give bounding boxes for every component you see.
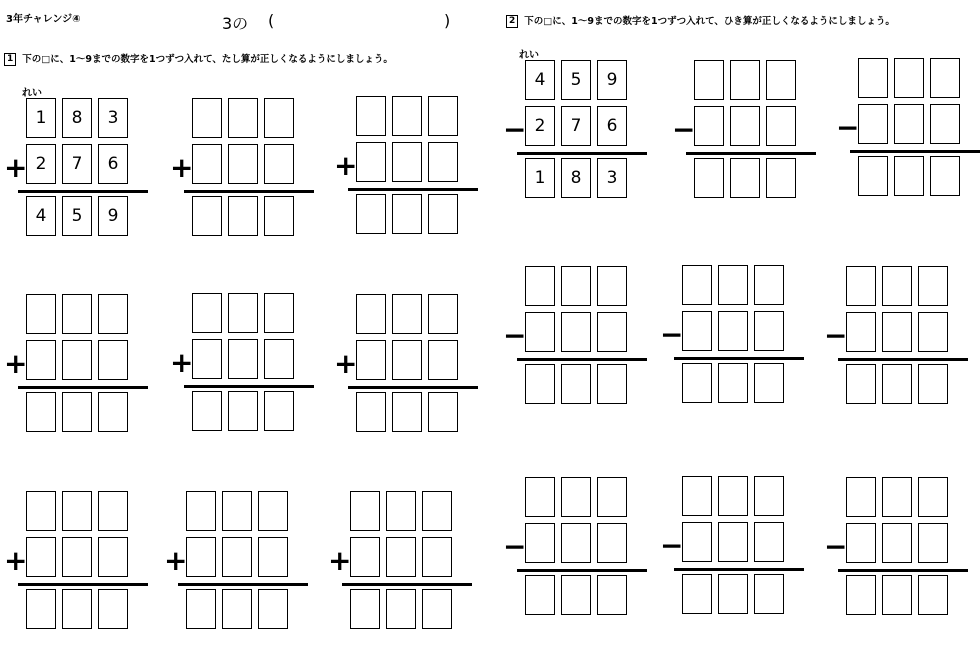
answer-box[interactable]	[264, 98, 294, 138]
answer-box[interactable]	[682, 363, 712, 403]
answer-box[interactable]	[930, 58, 960, 98]
answer-box[interactable]	[228, 293, 258, 333]
example-digit-box: 9	[597, 60, 627, 100]
section2-problem-5-row-mid	[682, 311, 796, 351]
answer-box[interactable]	[682, 265, 712, 305]
answer-box[interactable]	[846, 312, 876, 352]
answer-box[interactable]	[26, 589, 56, 629]
plus-operator: +	[164, 544, 188, 577]
section2-problem-6-row-bottom	[846, 364, 960, 404]
section1-problem-6-row-bottom	[356, 392, 470, 432]
example-digit-box: 3	[597, 158, 627, 198]
answer-box[interactable]	[356, 340, 386, 380]
answer-box[interactable]	[918, 575, 948, 615]
answer-box[interactable]	[561, 266, 591, 306]
section1-problem-4-row-bottom	[26, 392, 140, 432]
section2-problem-9-row-mid	[846, 523, 960, 563]
section1-problem-7-row-top	[26, 491, 140, 531]
section1-number: 1	[4, 53, 16, 66]
answer-box[interactable]	[894, 58, 924, 98]
example-digit-box: 5	[62, 196, 92, 236]
example-digit-box: 7	[561, 106, 591, 146]
section1-problem-8-row-mid	[186, 537, 300, 577]
section2-problem-6-row-mid	[846, 312, 960, 352]
answer-box[interactable]	[525, 523, 555, 563]
answer-box[interactable]	[386, 491, 416, 531]
answer-box[interactable]	[356, 392, 386, 432]
answer-box[interactable]	[882, 312, 912, 352]
answer-box[interactable]	[386, 589, 416, 629]
minus-operator: −	[836, 111, 860, 144]
answer-box[interactable]	[264, 293, 294, 333]
answer-box[interactable]	[392, 96, 422, 136]
answer-box[interactable]	[597, 312, 627, 352]
answer-box[interactable]	[754, 265, 784, 305]
section1-problem-9-row-top	[350, 491, 464, 531]
section1-problem-1-row-bottom	[26, 196, 140, 236]
answer-box[interactable]	[350, 589, 380, 629]
sum-line	[838, 358, 968, 361]
sum-line	[342, 583, 472, 586]
example-label: れい	[22, 88, 42, 99]
answer-box[interactable]	[882, 477, 912, 517]
section1-problem-6	[334, 294, 484, 440]
section2-problem-8	[660, 476, 810, 622]
answer-box[interactable]	[858, 104, 888, 144]
answer-box[interactable]	[392, 392, 422, 432]
answer-box[interactable]	[98, 537, 128, 577]
answer-box[interactable]	[894, 156, 924, 196]
answer-box[interactable]	[222, 491, 252, 531]
section2-problem-8-row-mid	[682, 522, 796, 562]
answer-box[interactable]	[525, 312, 555, 352]
minus-operator: −	[660, 318, 684, 351]
answer-box[interactable]	[754, 522, 784, 562]
answer-box[interactable]	[62, 294, 92, 334]
section1-problem-7-row-bottom	[26, 589, 140, 629]
answer-box[interactable]	[718, 363, 748, 403]
section2-problem-2	[672, 60, 822, 206]
answer-box[interactable]	[428, 194, 458, 234]
answer-box[interactable]	[754, 476, 784, 516]
section2-problem-2-row-top	[694, 60, 808, 100]
section2-problem-5-row-top	[682, 265, 796, 305]
example-digit-box: 8	[561, 158, 591, 198]
plus-operator: +	[170, 151, 194, 184]
example-digit-box: 2	[525, 106, 555, 146]
example-digit-box: 4	[26, 196, 56, 236]
section1-instruction: 下の□に、1～9までの数字を1つずつ入れて、たし算が正しくなるようにしましょう。	[22, 54, 393, 65]
example-digit-box: 2	[26, 144, 56, 184]
answer-box[interactable]	[597, 523, 627, 563]
answer-box[interactable]	[894, 104, 924, 144]
answer-box[interactable]	[222, 589, 252, 629]
answer-box[interactable]	[26, 340, 56, 380]
plus-operator: +	[4, 347, 28, 380]
sum-line	[517, 152, 647, 155]
example-digit-box: 9	[98, 196, 128, 236]
answer-box[interactable]	[228, 196, 258, 236]
answer-box[interactable]	[98, 340, 128, 380]
section2-problem-3-row-top	[858, 58, 972, 98]
answer-box[interactable]	[422, 589, 452, 629]
section2-problem-4-row-bottom	[525, 364, 639, 404]
section1-problem-8	[164, 491, 314, 637]
answer-box[interactable]	[428, 142, 458, 182]
answer-box[interactable]	[882, 575, 912, 615]
answer-box[interactable]	[264, 144, 294, 184]
sum-line	[348, 188, 478, 191]
answer-box[interactable]	[730, 158, 760, 198]
answer-box[interactable]	[682, 574, 712, 614]
section2-problem-5	[660, 265, 810, 411]
section1-problem-2-row-top	[192, 98, 306, 138]
answer-box[interactable]	[718, 265, 748, 305]
answer-box[interactable]	[356, 294, 386, 334]
plus-operator: +	[4, 544, 28, 577]
answer-box[interactable]	[228, 98, 258, 138]
minus-operator: −	[503, 319, 527, 352]
answer-box[interactable]	[682, 522, 712, 562]
plus-operator: +	[334, 347, 358, 380]
answer-box[interactable]	[718, 574, 748, 614]
example-digit-box: 4	[525, 60, 555, 100]
sum-line	[18, 386, 148, 389]
section2-problem-7	[503, 477, 653, 623]
answer-box[interactable]	[228, 144, 258, 184]
section1-instruction-line	[4, 51, 393, 66]
section1-problem-8-row-top	[186, 491, 300, 531]
answer-box[interactable]	[192, 144, 222, 184]
section1-problem-3-row-bottom	[356, 194, 470, 234]
answer-box[interactable]	[98, 589, 128, 629]
section2-problem-8-row-top	[682, 476, 796, 516]
answer-box[interactable]	[392, 194, 422, 234]
sum-line	[178, 583, 308, 586]
answer-box[interactable]	[882, 266, 912, 306]
answer-box[interactable]	[26, 537, 56, 577]
answer-box[interactable]	[525, 575, 555, 615]
answer-box[interactable]	[930, 104, 960, 144]
answer-box[interactable]	[718, 311, 748, 351]
section1-problem-7-row-mid	[26, 537, 140, 577]
section1-problem-5	[170, 293, 320, 439]
sum-line	[850, 150, 980, 153]
answer-box[interactable]	[718, 522, 748, 562]
section2-problem-6-row-top	[846, 266, 960, 306]
answer-box[interactable]	[62, 491, 92, 531]
section2-problem-1-row-mid	[525, 106, 639, 146]
example-label: れい	[519, 50, 539, 61]
answer-box[interactable]	[730, 60, 760, 100]
answer-box[interactable]	[597, 477, 627, 517]
section1-problem-1	[4, 88, 154, 244]
minus-operator: −	[672, 113, 696, 146]
answer-box[interactable]	[682, 476, 712, 516]
answer-box[interactable]	[356, 194, 386, 234]
section2-problem-7-row-top	[525, 477, 639, 517]
class-label: 3の	[222, 14, 249, 33]
section2-problem-9-row-bottom	[846, 575, 960, 615]
answer-box[interactable]	[597, 266, 627, 306]
sum-line	[184, 190, 314, 193]
minus-operator: −	[503, 113, 527, 146]
section2-problem-4	[503, 266, 653, 412]
section1-problem-4	[4, 294, 154, 440]
section2-problem-2-row-bottom	[694, 158, 808, 198]
answer-box[interactable]	[264, 339, 294, 379]
answer-box[interactable]	[356, 142, 386, 182]
answer-box[interactable]	[228, 391, 258, 431]
section1-problem-4-row-mid	[26, 340, 140, 380]
answer-box[interactable]	[561, 477, 591, 517]
answer-box[interactable]	[754, 311, 784, 351]
answer-box[interactable]	[766, 60, 796, 100]
section1-problem-6-row-top	[356, 294, 470, 334]
plus-operator: +	[334, 149, 358, 182]
answer-box[interactable]	[26, 294, 56, 334]
example-digit-box: 6	[597, 106, 627, 146]
answer-box[interactable]	[846, 477, 876, 517]
section2-problem-7-row-bottom	[525, 575, 639, 615]
section1-problem-6-row-mid	[356, 340, 470, 380]
answer-box[interactable]	[422, 537, 452, 577]
answer-box[interactable]	[718, 476, 748, 516]
answer-box[interactable]	[561, 312, 591, 352]
answer-box[interactable]	[428, 294, 458, 334]
example-digit-box: 1	[525, 158, 555, 198]
section2-problem-8-row-bottom	[682, 574, 796, 614]
section2-problem-3-row-mid	[858, 104, 972, 144]
minus-operator: −	[824, 319, 848, 352]
answer-box[interactable]	[561, 575, 591, 615]
answer-box[interactable]	[186, 537, 216, 577]
sum-line	[348, 386, 478, 389]
answer-box[interactable]	[192, 339, 222, 379]
answer-box[interactable]	[918, 364, 948, 404]
section1-problem-2	[170, 98, 320, 244]
answer-box[interactable]	[858, 58, 888, 98]
example-digit-box: 7	[62, 144, 92, 184]
answer-box[interactable]	[694, 106, 724, 146]
answer-box[interactable]	[392, 294, 422, 334]
section1-problem-9-row-mid	[350, 537, 464, 577]
answer-box[interactable]	[694, 158, 724, 198]
answer-box[interactable]	[846, 575, 876, 615]
example-digit-box: 8	[62, 98, 92, 138]
sum-line	[18, 190, 148, 193]
answer-box[interactable]	[350, 537, 380, 577]
answer-box[interactable]	[98, 392, 128, 432]
answer-box[interactable]	[561, 364, 591, 404]
answer-box[interactable]	[264, 391, 294, 431]
section1-problem-9-row-bottom	[350, 589, 464, 629]
answer-box[interactable]	[682, 311, 712, 351]
answer-box[interactable]	[192, 293, 222, 333]
answer-box[interactable]	[597, 575, 627, 615]
answer-box[interactable]	[62, 392, 92, 432]
answer-box[interactable]	[428, 340, 458, 380]
sum-line	[517, 358, 647, 361]
section1-problem-5-row-bottom	[192, 391, 306, 431]
answer-box[interactable]	[186, 491, 216, 531]
section1-problem-7	[4, 491, 154, 637]
answer-box[interactable]	[525, 477, 555, 517]
answer-box[interactable]	[356, 96, 386, 136]
plus-operator: +	[4, 151, 28, 184]
sum-line	[18, 583, 148, 586]
answer-box[interactable]	[428, 96, 458, 136]
answer-box[interactable]	[561, 523, 591, 563]
section1-problem-1-row-top	[26, 98, 140, 138]
section2-problem-1	[503, 50, 653, 206]
section2-problem-6	[824, 266, 974, 412]
section1-problem-4-row-top	[26, 294, 140, 334]
section2-problem-4-row-top	[525, 266, 639, 306]
answer-box[interactable]	[766, 158, 796, 198]
answer-box[interactable]	[258, 537, 288, 577]
example-digit-box: 3	[98, 98, 128, 138]
section2-problem-9	[824, 477, 974, 623]
minus-operator: −	[824, 530, 848, 563]
answer-box[interactable]	[597, 364, 627, 404]
section1-problem-5-row-top	[192, 293, 306, 333]
section1-problem-1-row-mid	[26, 144, 140, 184]
section1-problem-3-row-top	[356, 96, 470, 136]
answer-box[interactable]	[766, 106, 796, 146]
section2-problem-7-row-mid	[525, 523, 639, 563]
answer-box[interactable]	[882, 523, 912, 563]
answer-box[interactable]	[930, 156, 960, 196]
answer-box[interactable]	[428, 392, 458, 432]
answer-box[interactable]	[918, 523, 948, 563]
answer-box[interactable]	[918, 312, 948, 352]
answer-box[interactable]	[186, 589, 216, 629]
answer-box[interactable]	[350, 491, 380, 531]
answer-box[interactable]	[525, 266, 555, 306]
section2-instruction-line	[506, 13, 895, 28]
answer-box[interactable]	[846, 364, 876, 404]
sum-line	[517, 569, 647, 572]
answer-box[interactable]	[392, 340, 422, 380]
answer-box[interactable]	[192, 391, 222, 431]
answer-box[interactable]	[98, 491, 128, 531]
sum-line	[674, 357, 804, 360]
section2-problem-3	[836, 58, 980, 204]
answer-box[interactable]	[62, 537, 92, 577]
section2-number: 2	[506, 15, 518, 28]
sum-line	[674, 568, 804, 571]
answer-box[interactable]	[386, 537, 416, 577]
section1-problem-9	[328, 491, 478, 637]
answer-box[interactable]	[192, 98, 222, 138]
sum-line	[686, 152, 816, 155]
section2-problem-9-row-top	[846, 477, 960, 517]
answer-box[interactable]	[392, 142, 422, 182]
answer-box[interactable]	[754, 363, 784, 403]
answer-box[interactable]	[228, 339, 258, 379]
sum-line	[838, 569, 968, 572]
name-paren-open: (	[268, 11, 275, 30]
section1-problem-3	[334, 96, 484, 242]
answer-box[interactable]	[264, 196, 294, 236]
section2-problem-2-row-mid	[694, 106, 808, 146]
section2-problem-4-row-mid	[525, 312, 639, 352]
example-digit-box: 5	[561, 60, 591, 100]
worksheet-title: 3年チャレンジ④	[6, 14, 81, 25]
section1-problem-8-row-bottom	[186, 589, 300, 629]
answer-box[interactable]	[98, 294, 128, 334]
answer-box[interactable]	[62, 589, 92, 629]
answer-box[interactable]	[754, 574, 784, 614]
section1-problem-2-row-mid	[192, 144, 306, 184]
example-digit-box: 1	[26, 98, 56, 138]
minus-operator: −	[660, 529, 684, 562]
answer-box[interactable]	[882, 364, 912, 404]
answer-box[interactable]	[62, 340, 92, 380]
answer-box[interactable]	[846, 523, 876, 563]
answer-box[interactable]	[192, 196, 222, 236]
section2-problem-1-row-bottom	[525, 158, 639, 198]
example-digit-box: 6	[98, 144, 128, 184]
answer-box[interactable]	[258, 491, 288, 531]
answer-box[interactable]	[26, 491, 56, 531]
answer-box[interactable]	[222, 537, 252, 577]
section2-problem-3-row-bottom	[858, 156, 972, 196]
answer-box[interactable]	[918, 477, 948, 517]
answer-box[interactable]	[422, 491, 452, 531]
name-paren-close: )	[444, 11, 451, 30]
answer-box[interactable]	[918, 266, 948, 306]
section1-problem-5-row-mid	[192, 339, 306, 379]
answer-box[interactable]	[525, 364, 555, 404]
section1-problem-3-row-mid	[356, 142, 470, 182]
section2-problem-5-row-bottom	[682, 363, 796, 403]
section1-problem-2-row-bottom	[192, 196, 306, 236]
answer-box[interactable]	[26, 392, 56, 432]
minus-operator: −	[503, 530, 527, 563]
section2-problem-1-row-top	[525, 60, 639, 100]
answer-box[interactable]	[858, 156, 888, 196]
answer-box[interactable]	[846, 266, 876, 306]
section2-instruction: 下の□に、1～9までの数字を1つずつ入れて、ひき算が正しくなるようにしましょう。	[524, 16, 895, 27]
sum-line	[184, 385, 314, 388]
answer-box[interactable]	[258, 589, 288, 629]
answer-box[interactable]	[694, 60, 724, 100]
plus-operator: +	[328, 544, 352, 577]
answer-box[interactable]	[730, 106, 760, 146]
plus-operator: +	[170, 346, 194, 379]
